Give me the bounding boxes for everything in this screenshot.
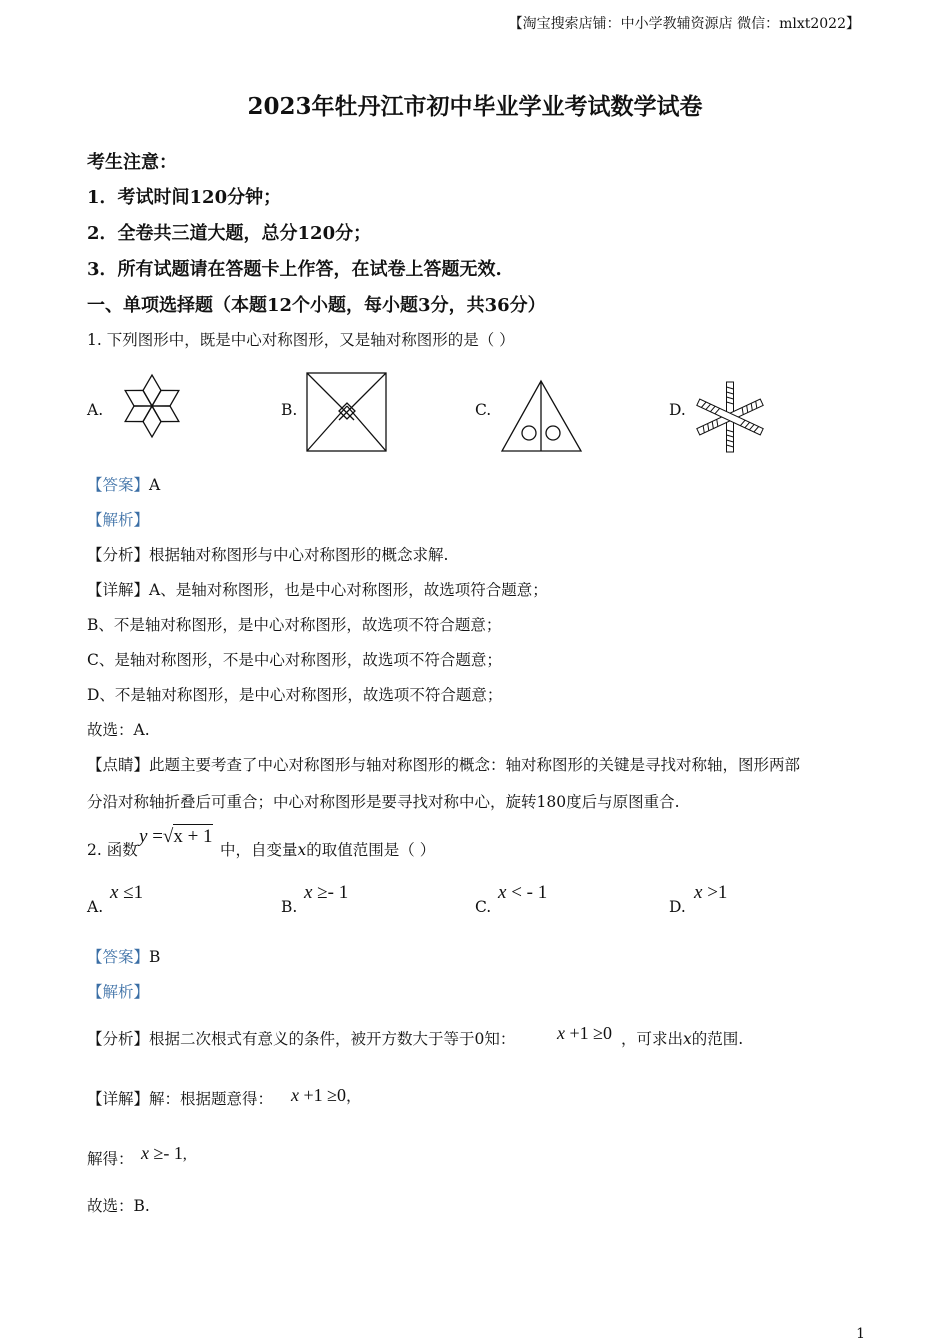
figure-a-star	[110, 360, 194, 452]
q2-func-y: y	[139, 826, 148, 847]
q2-solve-pre: 解得：	[87, 1150, 134, 1168]
q2-option-a-math: x ≤1	[110, 882, 144, 903]
q2-answer-line	[87, 945, 160, 967]
q1-detail-line-1	[87, 578, 548, 600]
q2-fenxi-tag: 【分析】	[87, 1030, 150, 1048]
q2-fenxi-math: x +1 ≥0	[557, 1023, 613, 1043]
q2-analysis-tag: 【解析】	[87, 983, 150, 1001]
q2-option-b-math: x ≥- 1	[304, 882, 349, 903]
notice-item-3: 3．所有试题请在答题卡上作答，在试卷上答题无效.	[87, 259, 502, 280]
q2-detail-line	[87, 1087, 273, 1109]
q2-func-radicand: x + 1	[173, 826, 213, 847]
q1-detail-a: A、是轴对称图形，也是中心对称图形，故选项符合题意；	[149, 581, 548, 599]
q1-choose: 故选：A.	[87, 721, 150, 739]
page-title: 2023年牡丹江市初中毕业学业考试数学试卷	[247, 93, 703, 120]
q1-analysis-tag: 【解析】	[87, 511, 150, 529]
q2-option-d-label: D.	[669, 898, 686, 916]
q2-func-eq: =	[152, 826, 163, 847]
q1-option-c-label: C.	[475, 401, 492, 419]
notice-item-1: 1．考试时间120分钟；	[87, 187, 282, 208]
q1-answer: A	[149, 476, 161, 494]
q1-answer-tag: 【答案】	[87, 476, 150, 494]
q2-option-d-math: x >1	[694, 882, 728, 903]
q2-fenxi-post: ，可求出x的范围.	[621, 1030, 744, 1048]
figure-b-square-pinwheel	[305, 371, 389, 453]
q2-option-b-label: B.	[281, 898, 298, 916]
q2-fenxi-line	[87, 1027, 515, 1049]
q2-choose: 故选：B.	[87, 1197, 150, 1215]
q1-option-b-label: B.	[281, 401, 298, 419]
figure-d-hatched-star	[694, 380, 766, 454]
q1-detail-c: C、是轴对称图形，不是中心对称图形，故选项不符合题意；	[87, 651, 502, 669]
q1-dianjing-line-1	[87, 753, 800, 775]
q2-answer: B	[149, 948, 161, 966]
q1-option-a-label: A.	[87, 401, 104, 419]
section-heading: 一、单项选择题（本题12个小题，每小题3分，共36分）	[87, 295, 546, 316]
q1-detail-d: D、不是轴对称图形，是中心对称图形，故选项不符合题意；	[87, 686, 503, 704]
figure-c-triangle-circles	[500, 378, 584, 454]
q2-answer-tag: 【答案】	[87, 948, 150, 966]
q2-detail-tag: 【详解】	[87, 1090, 150, 1108]
q2-option-c-label: C.	[475, 898, 492, 916]
q2-stem-rest	[220, 838, 435, 860]
q2-detail-math: x +1 ≥0，	[291, 1085, 362, 1105]
header-shop-note: 【淘宝搜索店铺：中小学教辅资源店 微信：mlxt2022】	[508, 16, 860, 32]
q1-option-d-label: D.	[669, 401, 686, 419]
q1-fenxi: 根据轴对称图形与中心对称图形的概念求解.	[149, 546, 449, 564]
q2-stem-var: x	[297, 841, 307, 859]
q2-stem-mid: 中，自变量	[220, 841, 298, 859]
q1-detail-tag: 【详解】	[87, 581, 150, 599]
q2-option-c-math: x < - 1	[498, 882, 548, 903]
q1-dianjing-tag: 【点睛】	[87, 756, 150, 774]
q1-fenxi-line	[87, 543, 448, 565]
q2-option-a-label: A.	[87, 898, 104, 916]
q2-fenxi-pre: 根据二次根式有意义的条件，被开方数大于等于0知：	[149, 1030, 516, 1048]
q1-dianjing-text-2: 分沿对称轴折叠后可重合；中心对称图形是要寻找对称中心，旋转180度后与原图重合.	[87, 793, 680, 811]
page-number: 1	[856, 1326, 865, 1342]
q1-dianjing-text-1: 此题主要考查了中心对称图形与轴对称图形的概念：轴对称图形的关键是寻找对称轴，图形两部	[149, 756, 801, 774]
q2-solve-math: x ≥- 1,	[141, 1143, 187, 1163]
q1-stem: 1. 下列图形中，既是中心对称图形，又是轴对称图形的是（ ）	[87, 331, 515, 349]
notice-item-2: 2．全卷共三道大题，总分120分；	[87, 223, 372, 244]
q2-stem-pre: 2. 函数	[87, 841, 138, 859]
q1-answer-line	[87, 473, 160, 495]
notice-heading: 考生注意：	[87, 152, 177, 173]
q1-fenxi-tag: 【分析】	[87, 546, 150, 564]
q2-detail-pre: 解：根据题意得：	[149, 1090, 274, 1108]
q2-function: y =√x + 1	[139, 826, 213, 847]
q1-detail-b: B、不是轴对称图形，是中心对称图形，故选项不符合题意；	[87, 616, 502, 634]
q2-stem-post: 的取值范围是（ ）	[306, 841, 436, 859]
